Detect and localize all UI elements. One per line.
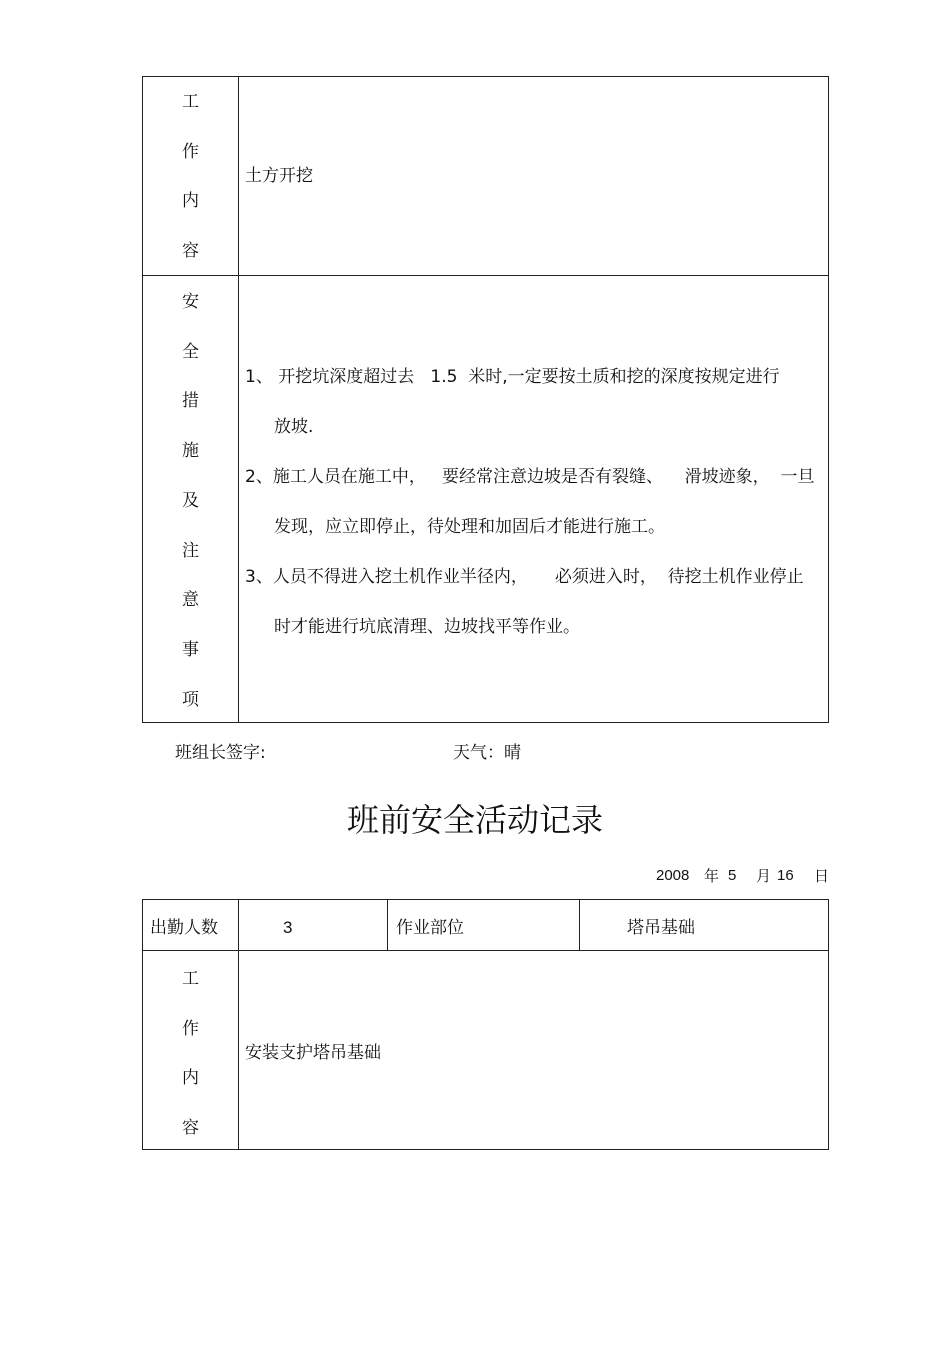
date-month: 5 xyxy=(728,867,737,884)
page-title: 班前安全活动记录 xyxy=(346,801,603,839)
work-content-value: 土方开挖 xyxy=(245,166,313,186)
table2-row-divider xyxy=(142,950,829,951)
safety-label-char: 注 xyxy=(182,541,199,561)
table1-bottom-border xyxy=(142,722,829,723)
work-content-label-char: 工 xyxy=(182,969,199,989)
safety-line: 发现，应立即停止，待处理和加固后才能进行施工。 xyxy=(274,517,665,537)
leader-sign-label: 班组长签字: xyxy=(175,743,266,763)
table1-right-border xyxy=(828,76,829,723)
safety-label-char: 安 xyxy=(182,292,199,312)
work-content-value: 安装支护塔吊基础 xyxy=(245,1043,381,1063)
date-day: 16 xyxy=(777,867,794,884)
table1-top-border xyxy=(142,76,829,77)
attendance-label: 出勤人数 xyxy=(150,918,218,938)
work-content-label-char: 容 xyxy=(182,1118,199,1138)
work-content-label-char: 容 xyxy=(182,241,199,261)
table2-right-border xyxy=(828,899,829,1150)
safety-line: 1、 开挖坑深度超过去 1.5 米时,一定要按土质和挖的深度按规定进行 xyxy=(245,367,780,387)
date-year: 2008 xyxy=(656,867,690,884)
safety-line: 放坡. xyxy=(274,417,314,437)
safety-label-char: 及 xyxy=(182,491,199,511)
work-content-label-char: 内 xyxy=(182,1068,199,1088)
work-content-label-char: 作 xyxy=(182,142,199,162)
safety-line: 时才能进行坑底清理、边坡找平等作业。 xyxy=(274,617,580,637)
location-value: 塔吊基础 xyxy=(627,918,695,938)
table2-col-divider xyxy=(579,899,580,951)
safety-label-char: 措 xyxy=(182,391,199,411)
table1-col-divider xyxy=(238,76,239,723)
table2-bottom-border xyxy=(142,1149,829,1150)
work-content-label-char: 内 xyxy=(182,191,199,211)
work-content-label-char: 作 xyxy=(182,1019,199,1039)
safety-label-char: 施 xyxy=(182,441,199,461)
table2-col-divider xyxy=(238,899,239,1150)
date-day-unit: 日 xyxy=(814,867,830,885)
date-year-unit: 年 xyxy=(704,867,720,885)
date-month-unit: 月 xyxy=(756,867,772,885)
table1-row-divider xyxy=(142,275,829,276)
weather-text: 天气：晴 xyxy=(453,743,521,763)
safety-line: 2、施工人员在施工中， 要经常注意边坡是否有裂缝、 滑坡迹象， 一旦 xyxy=(245,467,815,487)
table2-top-border xyxy=(142,899,829,900)
work-content-label-char: 工 xyxy=(182,92,199,112)
safety-label-char: 全 xyxy=(182,342,199,362)
attendance-value: 3 xyxy=(283,918,293,937)
safety-label-char: 事 xyxy=(182,640,199,660)
safety-label-char: 意 xyxy=(182,590,199,610)
location-label: 作业部位 xyxy=(396,918,464,938)
table2-col-divider xyxy=(387,899,388,951)
safety-line: 3、人员不得进入挖土机作业半径内， 必须进入时， 待挖土机作业停止 xyxy=(245,567,804,587)
safety-label-char: 项 xyxy=(182,690,199,710)
